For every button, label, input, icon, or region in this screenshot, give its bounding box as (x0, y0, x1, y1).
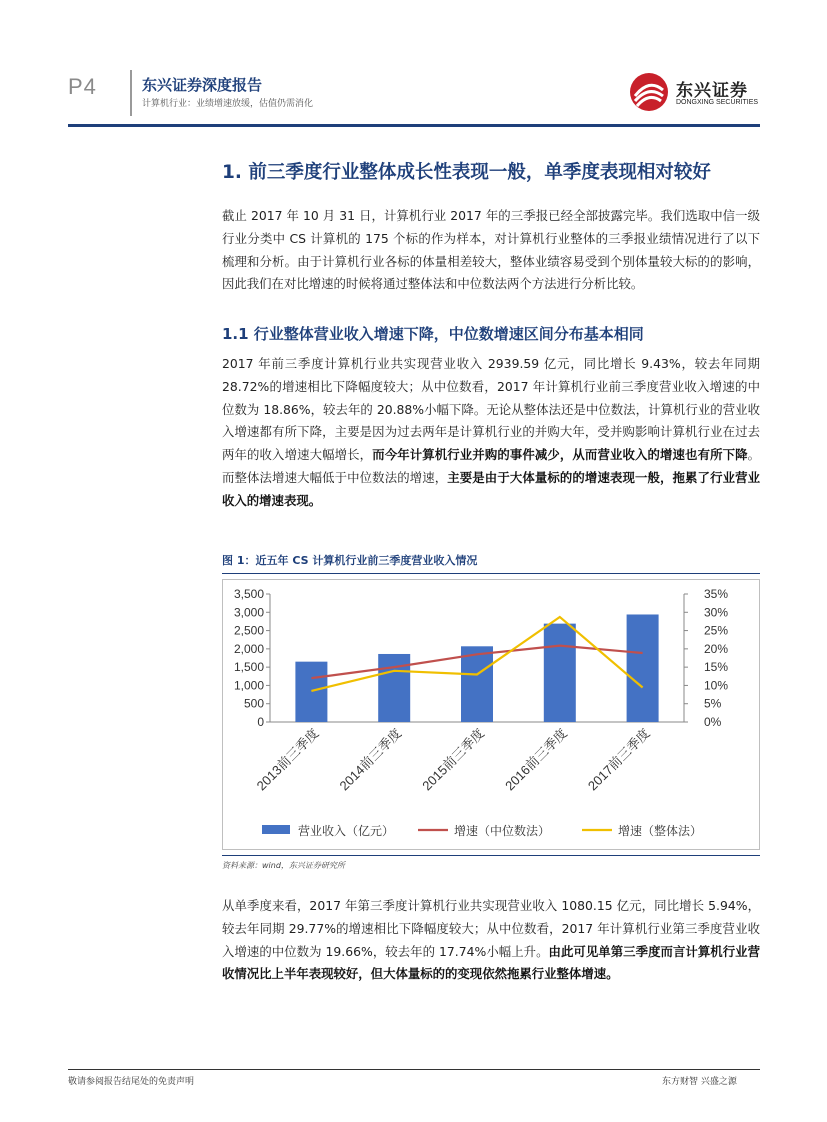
category-label: 2017前三季度 (584, 725, 653, 794)
left-axis-tick-label: 500 (243, 696, 264, 711)
p3-text-a: 从单季度来看，2017 年第三季度计算机行业共实现营业收入 1080.15 亿元，同比增长 5.94%，较去年同期 29.77%的增速相比下降幅度较大；从中位数看，2017 年计算机行业第三季度营业收入增速的中位数为 19.66%，较去年的 17.74%小幅上升。 (222, 898, 760, 959)
left-axis-tick-label: 3,500 (233, 587, 264, 601)
category-label: 2016前三季度 (502, 725, 570, 794)
footer-rule (68, 1069, 760, 1070)
report-subtitle: 计算机行业：业绩增速放缓，估值仍需消化 (142, 99, 314, 109)
left-axis-tick-label: 2,000 (233, 641, 264, 656)
category-label: 2013前三季度 (253, 725, 322, 794)
figure-source: 资料来源：wind，东兴证券研究所 (222, 861, 345, 870)
category-label: 2014前三季度 (336, 725, 405, 794)
section-1-paragraph: 截止 2017 年 10 月 31 日，计算机行业 2017 年的三季报已经全部披露完毕。我们选取中信一级行业分类中 CS 计算机的 175 个标的作为样本，对计算机行业整体的三季报业绩情况进行了以下梳理和分析。由于计算机行业各标的体量相差较大，整体业绩容易受到个别体量较大标的的影响，因此我们在对比增速的时候将通过整体法和中位数法两个方法进行分析比较。 (222, 208, 760, 292)
revenue-bar (461, 646, 493, 722)
right-axis-tick-label: 15% (704, 660, 729, 675)
p3-text-b-bold: 由此可见单第三季度而言计算机行业营收情况比上半年表现较好，但大体量标的的变现依然拖累行业整体增速。 (222, 943, 760, 982)
left-axis-tick-label: 3,000 (233, 605, 264, 620)
legend-swatch-bar (262, 825, 290, 834)
right-axis-tick-label: 35% (704, 587, 729, 601)
p2-text-d-bold: 主要是由于大体量标的的增速表现一般，拖累了行业营业收入的增速表现。 (222, 469, 761, 508)
footer-disclaimer: 敬请参阅报告结尾处的免责声明 (68, 1077, 195, 1087)
right-axis-tick-label: 20% (704, 641, 729, 656)
figure-rule-top (222, 573, 760, 574)
figure-rule-bottom (222, 855, 760, 856)
revenue-chart (222, 579, 760, 850)
figure-caption: 图 1：近五年 CS 计算机行业前三季度营业收入情况 (222, 554, 478, 567)
header-rule (68, 124, 760, 127)
page-number: P4 (68, 74, 97, 99)
revenue-bar (295, 662, 327, 722)
left-axis-tick-label: 1,500 (233, 660, 264, 675)
left-axis-tick-label: 1,000 (233, 678, 264, 693)
report-title: 东兴证券深度报告 (142, 76, 263, 94)
legend-label: 营业收入（亿元） (298, 824, 395, 838)
revenue-bar (378, 654, 410, 722)
right-axis-tick-label: 0% (704, 715, 722, 729)
legend-label: 增速（整体法） (618, 824, 703, 838)
section-1-1-heading: 1.1 行业整体营业收入增速下降，中位数增速区间分布基本相同 (222, 325, 644, 343)
logo-cn-text: 东兴证券 (676, 81, 748, 101)
footer-slogan: 东方财智 兴盛之源 (662, 1077, 737, 1087)
logo-en-text: DONGXING SECURITIES (676, 99, 759, 106)
header-divider (130, 70, 132, 116)
right-axis-tick-label: 5% (704, 696, 722, 711)
section-1-heading: 1. 前三季度行业整体成长性表现一般，单季度表现相对较好 (222, 162, 711, 183)
p2-text-b-bold: 而今年计算机行业并购的事件减少，从而营业收入的增速也有所下降 (372, 447, 748, 463)
left-axis-tick-label: 0 (257, 715, 264, 729)
left-axis-tick-label: 2,500 (233, 623, 264, 638)
right-axis-tick-label: 10% (704, 678, 729, 693)
right-axis-tick-label: 30% (704, 605, 729, 620)
right-axis-tick-label: 25% (704, 623, 729, 638)
p2-text-a: 2017 年前三季度计算机行业共实现营业收入 2939.59 亿元，同比增长 9.43%，较去年同期 28.72%的增速相比下降幅度较大；从中位数看，2017 年计算机行业前三季度营业收入增速的中位数为 18.86%，较去年的 20.88%小幅下降。无论从整体法还是中位数法，计算机行业的营业收入增速都有所下降，主要是因为过去两年是计算机行业的并购大年，受并购影响计算机行业在过去两年的收入增速大幅增长， (222, 356, 760, 463)
legend-label: 增速（中位数法） (454, 824, 551, 838)
p2-text-c: 。而整体法增速大幅低于中位数法的增速， (222, 447, 761, 485)
category-label: 2015前三季度 (419, 725, 488, 794)
single-quarter-paragraph (222, 895, 760, 986)
revenue-bar (627, 614, 659, 722)
revenue-bar (544, 624, 576, 722)
section-1-1-paragraph (222, 353, 760, 513)
